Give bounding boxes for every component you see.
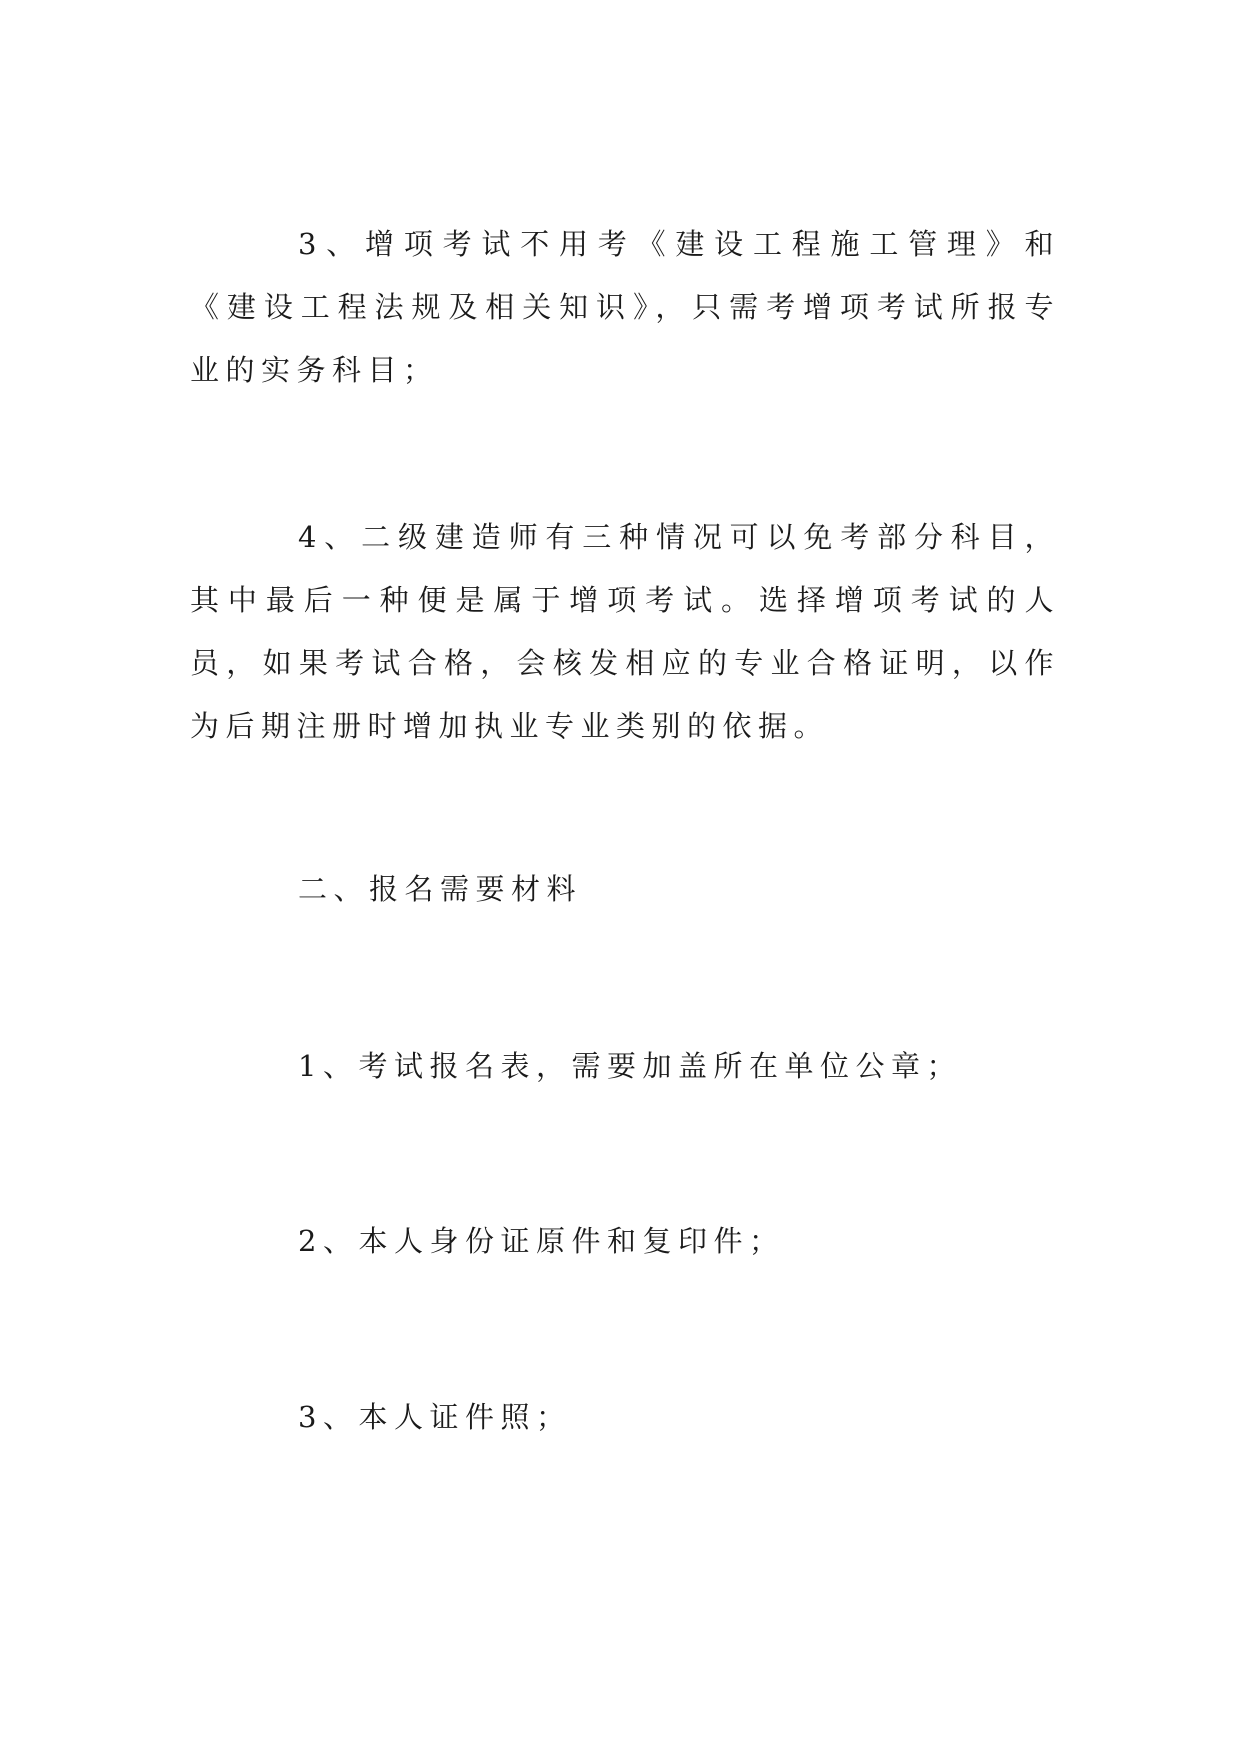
section-heading-materials: 二、报名需要材料 [298, 872, 583, 906]
list-item-id-card: 2、本人身份证原件和复印件； [298, 1224, 785, 1258]
paragraph-exam-subjects: 3、增项考试不用考《建设工程施工管理》和《建设工程法规及相关知识》，只需考增项考试所报专业的实务科目； [190, 227, 1060, 387]
list-item-photo: 3、本人证件照； [298, 1400, 572, 1434]
paragraph-exemption: 4、二级建造师有三种情况可以免考部分科目，其中最后一种便是属于增项考试。选择增项考试的人员，如果考试合格，会核发相应的专业合格证明，以作为后期注册时增加执业专业类别的依据。 [190, 520, 1060, 743]
list-item-application-form: 1、考试报名表，需要加盖所在单位公章； [298, 1049, 962, 1083]
